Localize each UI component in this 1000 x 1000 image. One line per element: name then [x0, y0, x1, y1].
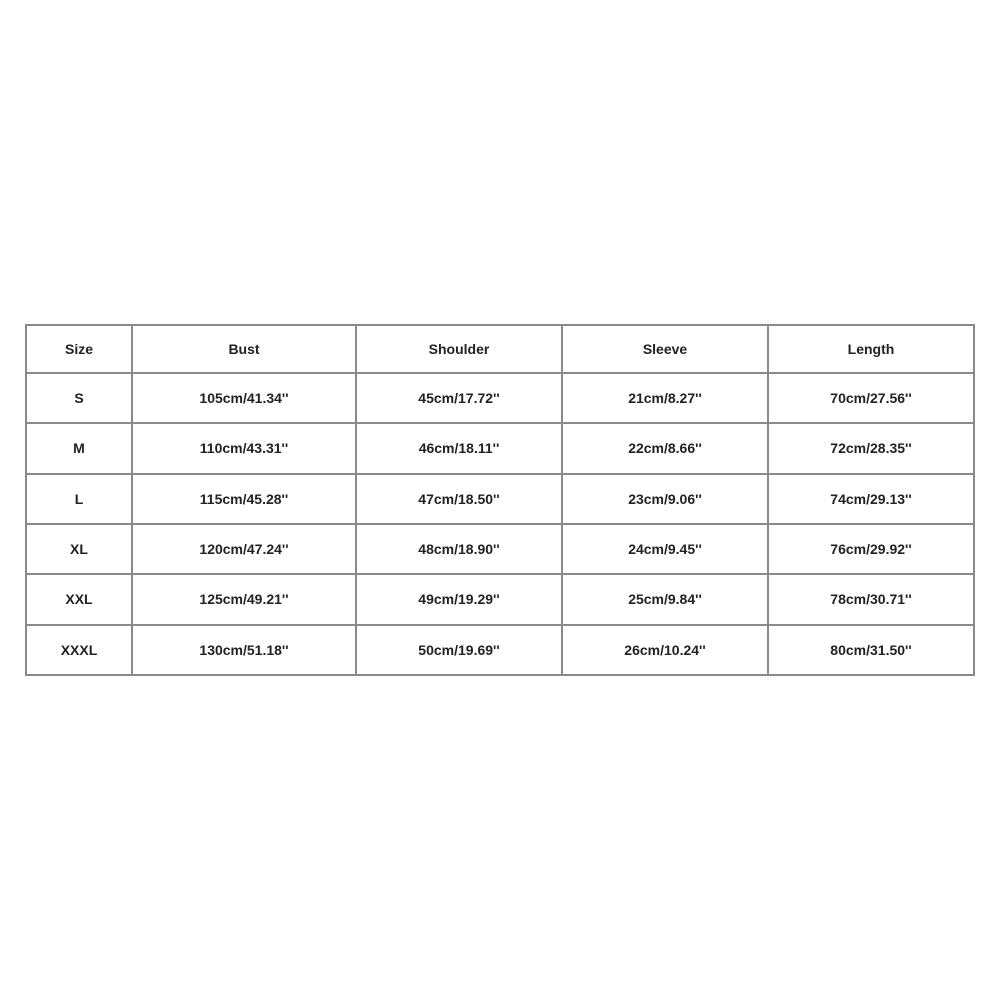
- table-row: [27, 525, 975, 575]
- table-row: [27, 626, 975, 676]
- header-sleeve: Sleeve: [563, 326, 769, 374]
- header-size: Size: [27, 326, 133, 374]
- cell-size: M: [27, 424, 133, 474]
- header-bust: Bust: [133, 326, 357, 374]
- cell-shoulder: 46cm/18.11'': [357, 424, 563, 474]
- cell-bust: 130cm/51.18'': [133, 626, 357, 676]
- size-chart-table: [25, 324, 975, 676]
- cell-size: S: [27, 374, 133, 424]
- cell-shoulder: 47cm/18.50'': [357, 475, 563, 525]
- table-row: [27, 475, 975, 525]
- cell-sleeve: 26cm/10.24'': [563, 626, 769, 676]
- cell-size: XL: [27, 525, 133, 575]
- table-row: [27, 424, 975, 474]
- cell-length: 70cm/27.56'': [769, 374, 975, 424]
- cell-shoulder: 48cm/18.90'': [357, 525, 563, 575]
- cell-length: 76cm/29.92'': [769, 525, 975, 575]
- table-row: [27, 575, 975, 625]
- cell-length: 72cm/28.35'': [769, 424, 975, 474]
- cell-length: 74cm/29.13'': [769, 475, 975, 525]
- cell-size: L: [27, 475, 133, 525]
- cell-sleeve: 24cm/9.45'': [563, 525, 769, 575]
- cell-sleeve: 25cm/9.84'': [563, 575, 769, 625]
- cell-length: 78cm/30.71'': [769, 575, 975, 625]
- cell-shoulder: 50cm/19.69'': [357, 626, 563, 676]
- table-header-row: [27, 326, 975, 374]
- cell-bust: 125cm/49.21'': [133, 575, 357, 625]
- cell-bust: 115cm/45.28'': [133, 475, 357, 525]
- cell-shoulder: 45cm/17.72'': [357, 374, 563, 424]
- cell-size: XXXL: [27, 626, 133, 676]
- cell-length: 80cm/31.50'': [769, 626, 975, 676]
- table-row: [27, 374, 975, 424]
- cell-sleeve: 22cm/8.66'': [563, 424, 769, 474]
- cell-sleeve: 21cm/8.27'': [563, 374, 769, 424]
- header-shoulder: Shoulder: [357, 326, 563, 374]
- cell-shoulder: 49cm/19.29'': [357, 575, 563, 625]
- cell-bust: 110cm/43.31'': [133, 424, 357, 474]
- cell-sleeve: 23cm/9.06'': [563, 475, 769, 525]
- header-length: Length: [769, 326, 975, 374]
- cell-bust: 120cm/47.24'': [133, 525, 357, 575]
- cell-bust: 105cm/41.34'': [133, 374, 357, 424]
- cell-size: XXL: [27, 575, 133, 625]
